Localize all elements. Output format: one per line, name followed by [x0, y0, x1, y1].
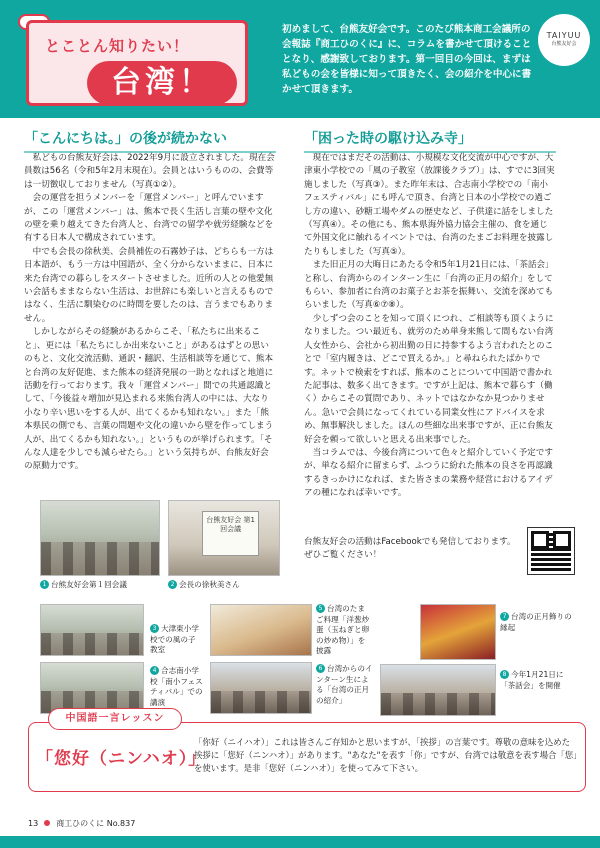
paragraph: 現在ではまだその活動は、小規模な文化交流が中心ですが、大津東小学校での「風の子教室（放課後クラブ）」は、すでに3回実施しました（写真③）。また昨年末は、合志南小学校での「南小フェスティバル」にも呼んで頂き、台湾と日本の小学校での過ごし方の違い、砂糖工場やダムの歴史など、子供達に話をしました（写真④）。その他にも、熊本県海外協力協会主催の、食を通じて外国文化に触れるイベントでは、台湾のたまごお料理を披露したりもしました（写真⑤）。: [304, 153, 555, 257]
lesson-tab: 中国語一言レッスン: [48, 708, 182, 730]
caption-number: 7: [500, 612, 509, 621]
banner-subtitle: とことん知りたい！: [45, 37, 190, 55]
right-column: [304, 152, 556, 501]
whiteboard: 台熊友好会 第1回会議: [202, 511, 259, 555]
photo-4: [40, 662, 144, 714]
photo-people: [41, 542, 159, 575]
paragraph: 当コラムでは、今後台湾について色々と紹介していく予定ですが、単なる紹介に留まらず、ふつうに紛れた熊本の良さを再認識するきっかけになれば、また皆さまの業務や経営におけるアイデアの種になれば幸いです。: [304, 447, 553, 499]
caption-number: 2: [168, 580, 177, 589]
photo-7: [420, 604, 496, 660]
caption-text: 会長の徐秋美さん: [179, 580, 240, 589]
banner-title: 台湾！: [87, 61, 237, 105]
bullet-icon: [44, 820, 50, 826]
lesson-phrase: 「您好（ニンハオ）」: [36, 749, 207, 769]
caption-text: 今年1月21日に「茶話会」を開催: [500, 670, 564, 690]
photo-people: [211, 691, 311, 714]
caption-6: [316, 664, 374, 706]
caption-text: 台湾のたまご料理「洋葱炒蛋（玉ねぎと卵の炒め物）」を披露: [316, 604, 370, 655]
paragraph: 会の運営を担うメンバーを「運営メンバー」と呼んでいますが、この「運営メンバー」は、熊本で長く生活し言葉の壁や文化の壁を乗り越えてきた台湾人と、台湾での留学や就労経験などを有する日本人で構成されています。: [24, 193, 274, 244]
right-section-title: 「困った時の駆け込み寺」: [304, 128, 472, 148]
caption-7: [500, 612, 574, 633]
caption-1: [40, 580, 127, 591]
caption-number: 8: [500, 670, 509, 679]
taiyuu-logo: [538, 14, 590, 66]
photo-5: [210, 604, 312, 656]
photo-3: [40, 604, 144, 656]
caption-text: 台熊友好会第１回会議: [51, 580, 127, 589]
qr-code-icon[interactable]: [528, 528, 574, 574]
title-banner: [18, 14, 258, 110]
intro-text: 初めまして、台熊友好会です。このたび熊本商工会議所の会報誌『商工ひのくに』に、コラムを書かせて頂けることとなり、感謝致しております。第一回目の今回は、まずは私どもの会を皆様に知って頂きたく、会の紹介を中心に書かせて頂きます。: [282, 24, 532, 95]
facebook-note: 台熊友好会の活動はFacebookでも発信しております。ぜひご覧ください！: [304, 537, 516, 561]
caption-8: [500, 670, 574, 691]
page-number: 13: [28, 819, 39, 828]
caption-text: 大津東小学校での風の子教室: [150, 624, 199, 654]
caption-number: 3: [150, 624, 159, 633]
left-column: [24, 152, 276, 474]
photo-people: [41, 633, 143, 656]
paragraph: 私どもの台熊友好会は、2022年9月に設立されました。現在会員数は56名（令和5年2月末現在）。会員とはいうものの、会費等は一切徴収しておりません（写真①②）。: [24, 153, 275, 190]
caption-number: 5: [316, 604, 325, 613]
footer: [28, 818, 135, 829]
paragraph: 中でも会長の徐秋美、会員補佐の石霧妙子は、どちらも一方は日本語が、もう一方は中国語が、全く分からないままに、日本に来た台湾での暮らしをスタートさせました。近所の人との他愛無い会話もままならない生活は、お世辞にも楽しいと言えるものではなく、生活に馴染むのに時間を要したのは、言うまでもありません。: [24, 246, 274, 324]
caption-2: [168, 580, 240, 591]
caption-3: [150, 624, 202, 656]
caption-number: 6: [316, 664, 325, 673]
logo-text: TAIYUU: [546, 31, 582, 40]
caption-5: [316, 604, 372, 657]
banner-box: [26, 20, 248, 106]
photo-8: [380, 664, 496, 716]
caption-4: [150, 666, 206, 708]
paragraph: また旧正月の大晦日にあたる令和5年1月21日には、「茶話会」と称し、台湾からのインターン生に「台湾の正月の紹介」をしてもらい、参加者に台湾のお菓子とお茶を振舞い、交流を深めてもらいました（写真⑥⑦⑧）。: [304, 260, 554, 311]
logo-subtext: 台熊友好会: [551, 41, 577, 47]
photo-2: [168, 500, 280, 576]
lesson-text: 「你好（ニイハオ）」これは皆さんご存知かと思いますが、「挨拶」の言葉です。尊敬の意味を込めた挨拶に「您好（ニンハオ）」があります。"あなた"を表す「你」ですが、台湾では敬意を表す場合「您」を使います。是非「您好（ニンハオ）」を使ってみて下さい。: [194, 737, 578, 774]
photo-people: [381, 693, 495, 716]
paragraph: しかしながらその経験があるからこそ、「私たちに出来ること」、更には「私たちにしか出来ないこと」があるはずとの思いのもと、文化交流活動、通訳・翻訳、生活相談等を通じて、熊本と台湾の友好促進、また熊本の経済発展の一助となればと地道に活動を行っております。我々「運営メンバー」間での共通認識として、「今後益々増加が見込まれる来熊台湾人の中には、大なり小なり辛い思いをする人が、出てくるかも知れない。」また「熊本県民の側でも、言葉の問題や文化の違いから壁を作ってしまう人が、出てくるかも知れない。」というものが挙げられます。「そんな人達を少しでも減らせたら。」という気持ちが、台熊友好会の原動力です。: [24, 327, 274, 472]
caption-text: 台湾からのインターン生による「台湾の正月の紹介」: [316, 664, 373, 705]
publication-name: 商工ひのくに No.837: [56, 819, 136, 828]
caption-number: 4: [150, 666, 159, 675]
photo-6: [210, 662, 312, 714]
caption-text: 合志南小学校「南小フェスティバル」での講演: [150, 666, 203, 707]
photo-1: [40, 500, 160, 576]
bottom-strip: [0, 836, 600, 848]
left-section-title: 「こんにちは。」の後が続かない: [24, 128, 227, 148]
caption-number: 1: [40, 580, 49, 589]
paragraph: 少しずつ会のことを知って頂くにつれ、ご相談等も頂くようになりました。つい最近も、就労のため単身来熊して間もない台湾人女性から、会社から初出勤の日に持参するよう言われたとのことで「室内履きは、どこで買えるか。」と尋ねられたばかりです。ネットで検索をすれば、熊本のことについて中国語で書かれた記事は、数多く出てきます。ですが上記は、熊本で暮らす（働く）からこその質問であり、ネットではなかなか見つかりません。急いで会員になってくれている同業女性にアドバイスを求め、無事解決しました。ほんの些細な出来事ですが、正に台熊友好会を頼って欲しいと思える出来事でした。: [304, 313, 554, 445]
caption-text: 台湾の正月飾りの縁起: [500, 612, 572, 632]
